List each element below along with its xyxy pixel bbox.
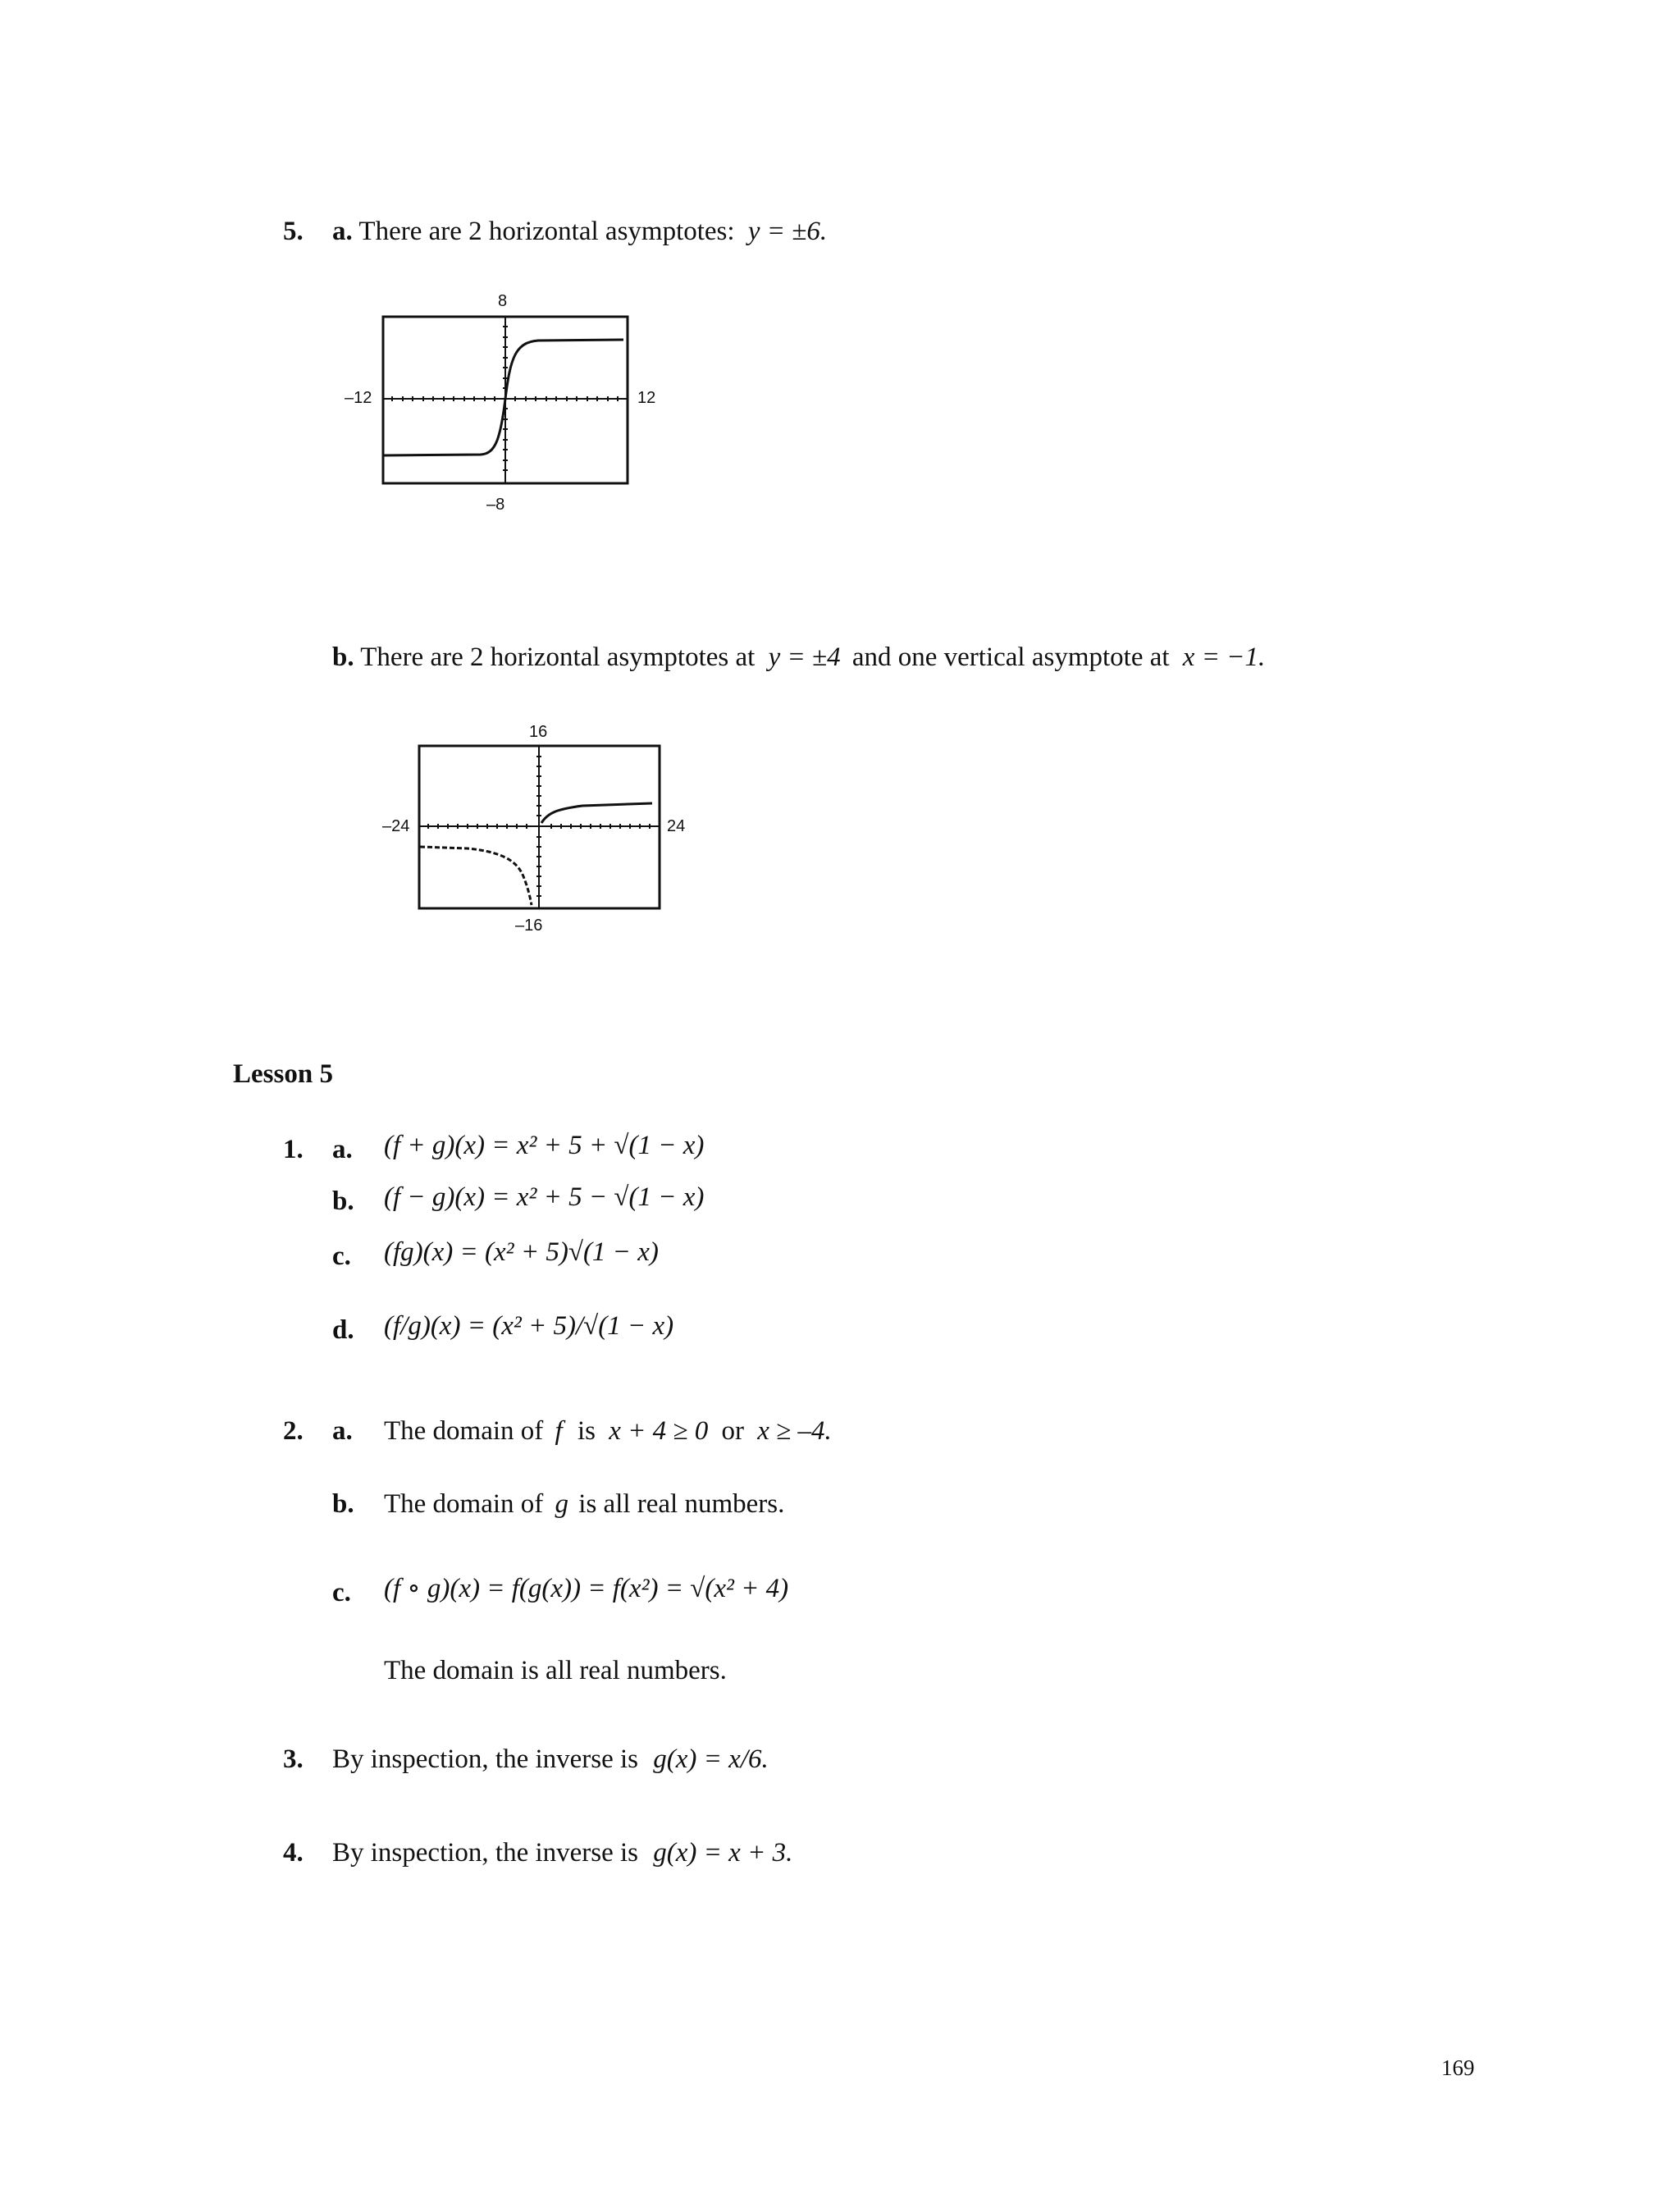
problem-4-number: 4. — [283, 1838, 304, 1868]
problem-4-line — [332, 1840, 792, 1867]
problem-2a-f: f — [555, 1416, 563, 1446]
problem-3-line — [332, 1746, 769, 1773]
graph-5a-xmin-label: –12 — [345, 389, 372, 407]
problem-2b-line — [384, 1491, 784, 1518]
graph-5b-right-branch — [541, 803, 652, 823]
problem-2a-math-1: x + 4 ≥ 0 — [609, 1416, 709, 1446]
problem-1b-label: b. — [332, 1186, 354, 1216]
problem-1c-math: (fg)(x) = (x² + 5)√(1 − x) — [384, 1237, 659, 1267]
problem-2-number: 2. — [283, 1416, 304, 1446]
problem-5b-mid: and one vertical asymptote at — [851, 642, 1170, 672]
problem-1a-label: a. — [332, 1135, 353, 1164]
problem-2a-or: or — [721, 1416, 744, 1446]
problem-2a-text: The domain of — [384, 1416, 544, 1446]
graph-5b-ymax-label: 16 — [529, 723, 548, 741]
problem-2b-label: b. — [332, 1489, 354, 1519]
problem-2c-math: (f ∘ g)(x) = f(g(x)) = f(x²) = √(x² + 4) — [384, 1574, 789, 1603]
page-number: 169 — [1441, 2055, 1475, 2080]
lesson-title: Lesson 5 — [233, 1059, 333, 1089]
graph-5a-ymax-label: 8 — [498, 292, 508, 310]
problem-1a-math: (f + g)(x) = x² + 5 + √(1 − x) — [384, 1131, 705, 1160]
problem-5a-text: There are 2 horizontal asymptotes: — [358, 217, 735, 246]
problem-1b-math: (f − g)(x) = x² + 5 − √(1 − x) — [384, 1182, 705, 1212]
problem-3-text: By inspection, the inverse is — [332, 1744, 639, 1774]
problem-2a-math-2: x ≥ –4. — [757, 1416, 832, 1446]
problem-5b-text: There are 2 horizontal asymptotes at — [360, 642, 756, 672]
problem-2c-label: c. — [332, 1578, 351, 1607]
graph-5b — [418, 745, 660, 909]
problem-1d-label: d. — [332, 1315, 354, 1345]
graph-5b-xmin-label: –24 — [382, 817, 410, 835]
graph-5b-xmax-label: 24 — [667, 817, 686, 835]
problem-2c-note: The domain is all real numbers. — [384, 1656, 727, 1685]
problem-4-math: g(x) = x + 3. — [653, 1838, 793, 1868]
problem-5b-math-2: x = −1. — [1182, 642, 1266, 672]
problem-2a-line — [384, 1418, 832, 1445]
problem-2a-is: is — [577, 1416, 596, 1446]
graph-5a-xmax-label: 12 — [637, 389, 656, 407]
problem-5a-math: y = ±6. — [747, 217, 828, 246]
problem-5b-math-1: y = ±4 — [768, 642, 841, 672]
problem-5a-line — [332, 218, 827, 245]
problem-3-math: g(x) = x/6. — [653, 1744, 769, 1774]
problem-2b-text-2: is all real numbers. — [578, 1489, 785, 1519]
problem-2a-label: a. — [332, 1416, 353, 1446]
problem-1-number: 1. — [283, 1135, 304, 1164]
problem-1c-label: c. — [332, 1241, 351, 1271]
graph-5a-ymin-label: –8 — [486, 496, 505, 514]
problem-2b-g: g — [555, 1489, 569, 1519]
problem-5a-label: a. — [332, 217, 353, 246]
problem-3-number: 3. — [283, 1744, 304, 1774]
graph-5a — [382, 316, 628, 484]
problem-5b-line — [332, 644, 1265, 671]
graph-5b-left-branch — [420, 847, 532, 905]
problem-5-number: 5. — [283, 217, 304, 246]
problem-1d-math: (f/g)(x) = (x² + 5)/√(1 − x) — [384, 1311, 674, 1341]
graph-5b-ymin-label: –16 — [515, 917, 543, 935]
problem-4-text: By inspection, the inverse is — [332, 1838, 639, 1868]
problem-5b-label: b. — [332, 642, 354, 672]
problem-2b-text-1: The domain of — [384, 1489, 544, 1519]
